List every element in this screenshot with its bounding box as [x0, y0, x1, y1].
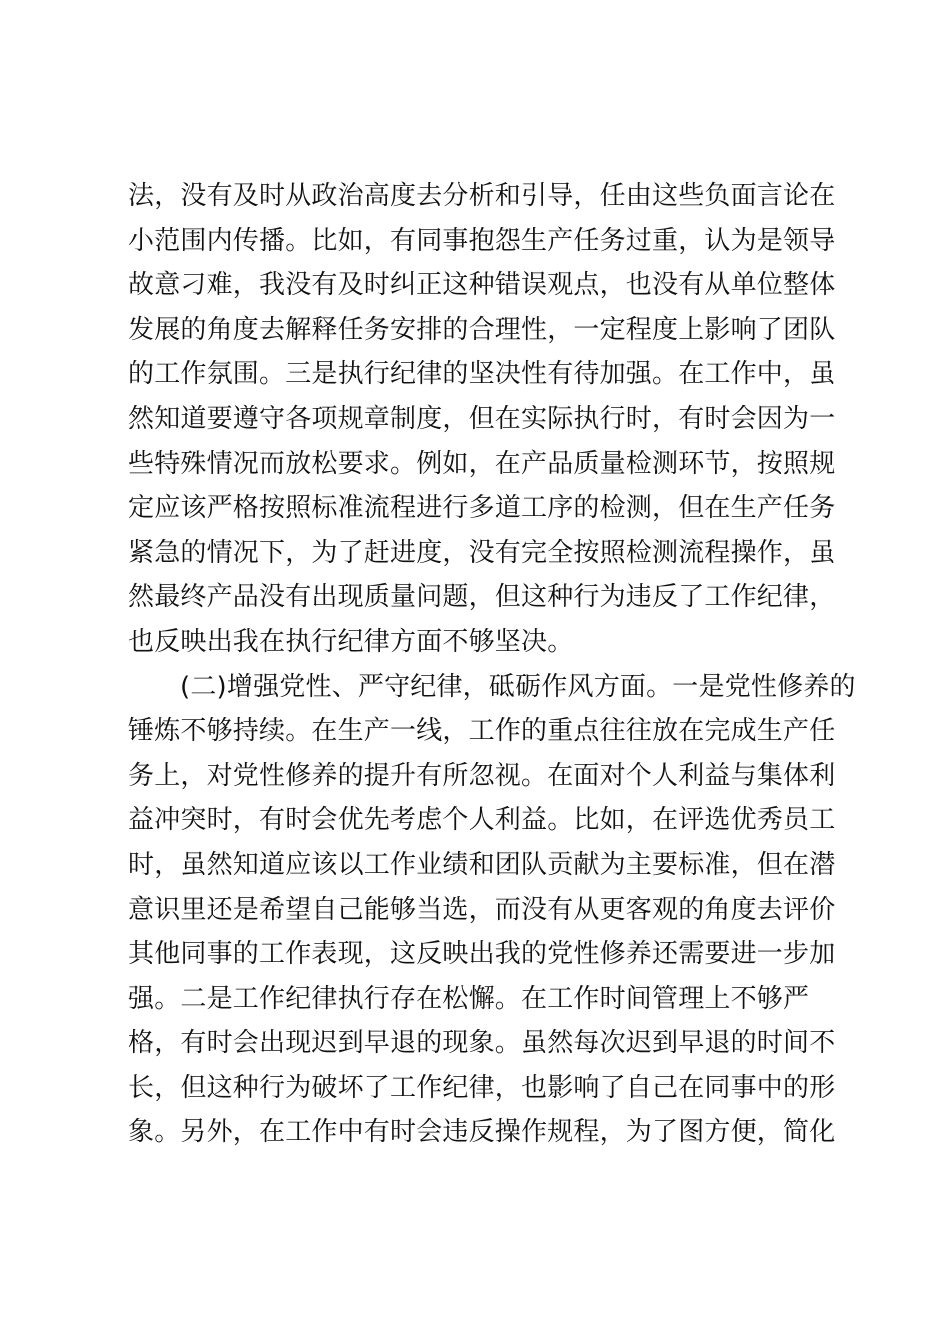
text-line: 发展的角度去解释任务安排的合理性，一定程度上影响了团队 — [128, 314, 836, 345]
text-line: 象。另外，在工作中有时会违反操作规程，为了图方便，简化 — [128, 1117, 836, 1148]
text-line: 其他同事的工作表现，这反映出我的党性修养还需要进一步加 — [128, 939, 836, 970]
text-line: 格，有时会出现迟到早退的现象。虽然每次迟到早退的时间不 — [128, 1028, 836, 1059]
text-line: 务上，对党性修养的提升有所忽视。在面对个人利益与集体利 — [128, 760, 836, 791]
text-line: 紧急的情况下，为了赶进度，没有完全按照检测流程操作，虽 — [128, 537, 836, 568]
text-line: 然知道要遵守各项规章制度，但在实际执行时，有时会因为一 — [128, 403, 836, 434]
text-line: 的工作氛围。三是执行纪律的坚决性有待加强。在工作中，虽 — [128, 359, 836, 390]
text-line: 定应该严格按照标准流程进行多道工序的检测，但在生产任务 — [128, 493, 836, 524]
body-text — [128, 174, 856, 1155]
text-line: 些特殊情况而放松要求。例如，在产品质量检测环节，按照规 — [128, 448, 836, 479]
text-line: 意识里还是希望自己能够当选，而没有从更客观的角度去评价 — [128, 894, 836, 925]
text-line: 小范围内传播。比如，有同事抱怨生产任务过重，认为是领导 — [128, 225, 836, 256]
text-line: 长，但这种行为破坏了工作纪律，也影响了自己在同事中的形 — [128, 1072, 836, 1103]
text-line: 益冲突时，有时会优先考虑个人利益。比如，在评选优秀员工 — [128, 805, 836, 836]
text-line: 故意刁难，我没有及时纠正这种错误观点，也没有从单位整体 — [128, 270, 836, 301]
text-line: 法，没有及时从政治高度去分析和引导，任由这些负面言论在 — [128, 181, 836, 211]
text-line: 时，虽然知道应该以工作业绩和团队贡献为主要标准，但在潜 — [128, 849, 836, 880]
text-line: 也反映出我在执行纪律方面不够坚决。 — [128, 626, 574, 657]
section-heading-line: (二)增强党性、严守纪律，砥砺作风方面。一是党性修养的 — [180, 671, 856, 702]
text-line: 强。二是工作纪律执行存在松懈。在工作时间管理上不够严 — [128, 983, 810, 1014]
text-line: 锤炼不够持续。在生产一线，工作的重点往往放在完成生产任 — [128, 716, 836, 747]
text-line: 然最终产品没有出现质量问题，但这种行为违反了工作纪律， — [128, 582, 836, 613]
